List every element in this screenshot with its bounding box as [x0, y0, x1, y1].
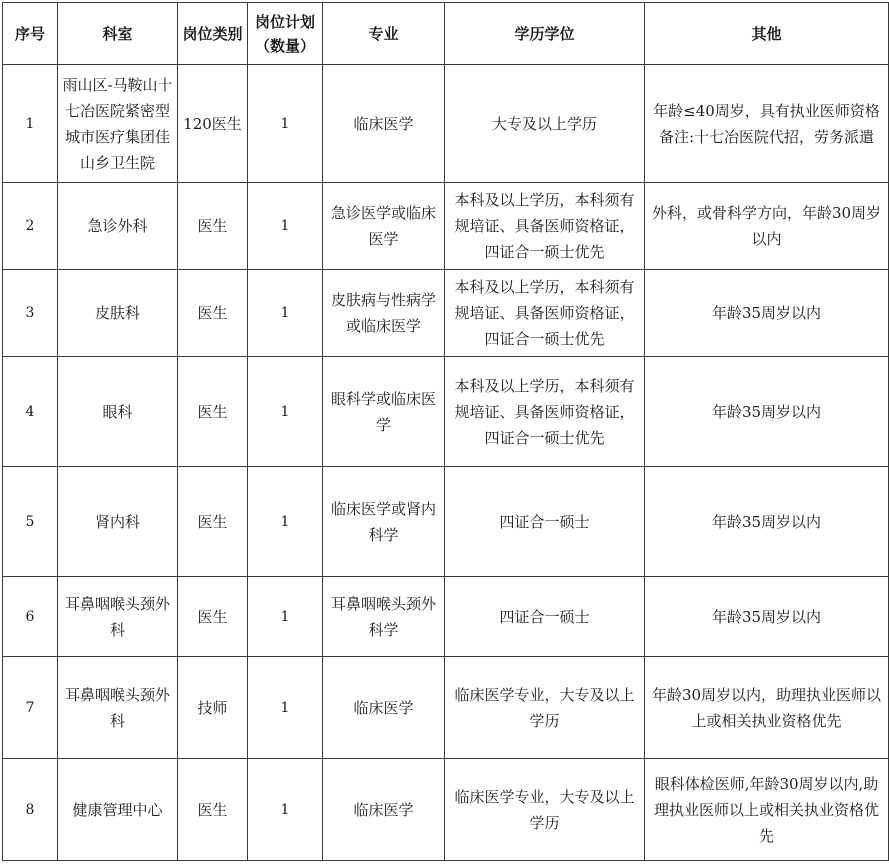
- cell-plan: 1: [248, 759, 323, 861]
- cell-seq: 4: [3, 357, 58, 467]
- cell-plan: 1: [248, 467, 323, 577]
- cell-category: 医生: [178, 270, 248, 357]
- cell-dept: 耳鼻咽喉头颈外科: [58, 577, 178, 657]
- cell-education: 四证合一硕士: [445, 467, 645, 577]
- cell-other: 年龄35周岁以内: [645, 467, 889, 577]
- table-row: [3, 657, 889, 759]
- header-seq: 序号: [3, 3, 58, 65]
- cell-education: 大专及以上学历: [445, 65, 645, 183]
- header-education: 学历学位: [445, 3, 645, 65]
- cell-major: 眼科学或临床医学: [323, 357, 445, 467]
- cell-other: 年龄35周岁以内: [645, 357, 889, 467]
- header-major: 专业: [323, 3, 445, 65]
- cell-plan: 1: [248, 577, 323, 657]
- table-row: [3, 467, 889, 577]
- table-row: [3, 183, 889, 270]
- cell-major: 耳鼻咽喉头颈外科学: [323, 577, 445, 657]
- cell-major: 急诊医学或临床医学: [323, 183, 445, 270]
- cell-major: 临床医学: [323, 65, 445, 183]
- cell-dept: 雨山区-马鞍山十七冶医院紧密型城市医疗集团佳山乡卫生院: [58, 65, 178, 183]
- cell-major: 临床医学: [323, 657, 445, 759]
- cell-plan: 1: [248, 183, 323, 270]
- cell-major: 临床医学或肾内科学: [323, 467, 445, 577]
- cell-other: 年龄35周岁以内: [645, 270, 889, 357]
- table-row: [3, 270, 889, 357]
- cell-other: 年龄35周岁以内: [645, 577, 889, 657]
- cell-seq: 6: [3, 577, 58, 657]
- header-row: [3, 3, 889, 65]
- cell-education: 本科及以上学历，本科须有规培证、具备医师资格证，四证合一硕士优先: [445, 183, 645, 270]
- cell-dept: 耳鼻咽喉头颈外科: [58, 657, 178, 759]
- header-category: 岗位类别: [178, 3, 248, 65]
- cell-dept: 急诊外科: [58, 183, 178, 270]
- cell-dept: 眼科: [58, 357, 178, 467]
- cell-category: 120医生: [178, 65, 248, 183]
- cell-category: 医生: [178, 759, 248, 861]
- cell-other: 年龄≤40周岁，具有执业医师资格备注:十七冶医院代招，劳务派遣: [645, 65, 889, 183]
- cell-seq: 8: [3, 759, 58, 861]
- cell-seq: 2: [3, 183, 58, 270]
- header-dept: 科室: [58, 3, 178, 65]
- cell-major: 皮肤病与性病学或临床医学: [323, 270, 445, 357]
- header-plan: 岗位计划（数量）: [248, 3, 323, 65]
- table-row: [3, 65, 889, 183]
- recruitment-table: [2, 2, 889, 861]
- cell-dept: 肾内科: [58, 467, 178, 577]
- cell-category: 医生: [178, 183, 248, 270]
- cell-category: 医生: [178, 467, 248, 577]
- cell-seq: 1: [3, 65, 58, 183]
- cell-seq: 7: [3, 657, 58, 759]
- cell-seq: 3: [3, 270, 58, 357]
- header-other: 其他: [645, 3, 889, 65]
- cell-education: 本科及以上学历，本科须有规培证、具备医师资格证，四证合一硕士优先: [445, 357, 645, 467]
- cell-seq: 5: [3, 467, 58, 577]
- cell-education: 本科及以上学历，本科须有规培证、具备医师资格证，四证合一硕士优先: [445, 270, 645, 357]
- cell-plan: 1: [248, 357, 323, 467]
- cell-plan: 1: [248, 657, 323, 759]
- cell-plan: 1: [248, 270, 323, 357]
- cell-education: 临床医学专业，大专及以上学历: [445, 657, 645, 759]
- cell-major: 临床医学: [323, 759, 445, 861]
- cell-dept: 健康管理中心: [58, 759, 178, 861]
- cell-education: 临床医学专业，大专及以上学历: [445, 759, 645, 861]
- cell-category: 技师: [178, 657, 248, 759]
- cell-plan: 1: [248, 65, 323, 183]
- table-row: [3, 759, 889, 861]
- cell-education: 四证合一硕士: [445, 577, 645, 657]
- cell-category: 医生: [178, 577, 248, 657]
- cell-other: 年龄30周岁以内，助理执业医师以上或相关执业资格优先: [645, 657, 889, 759]
- cell-dept: 皮肤科: [58, 270, 178, 357]
- cell-category: 医生: [178, 357, 248, 467]
- cell-other: 眼科体检医师,年龄30周岁以内,助理执业医师以上或相关执业资格优先: [645, 759, 889, 861]
- table-row: [3, 357, 889, 467]
- cell-other: 外科，或骨科学方向，年龄30周岁以内: [645, 183, 889, 270]
- table-row: [3, 577, 889, 657]
